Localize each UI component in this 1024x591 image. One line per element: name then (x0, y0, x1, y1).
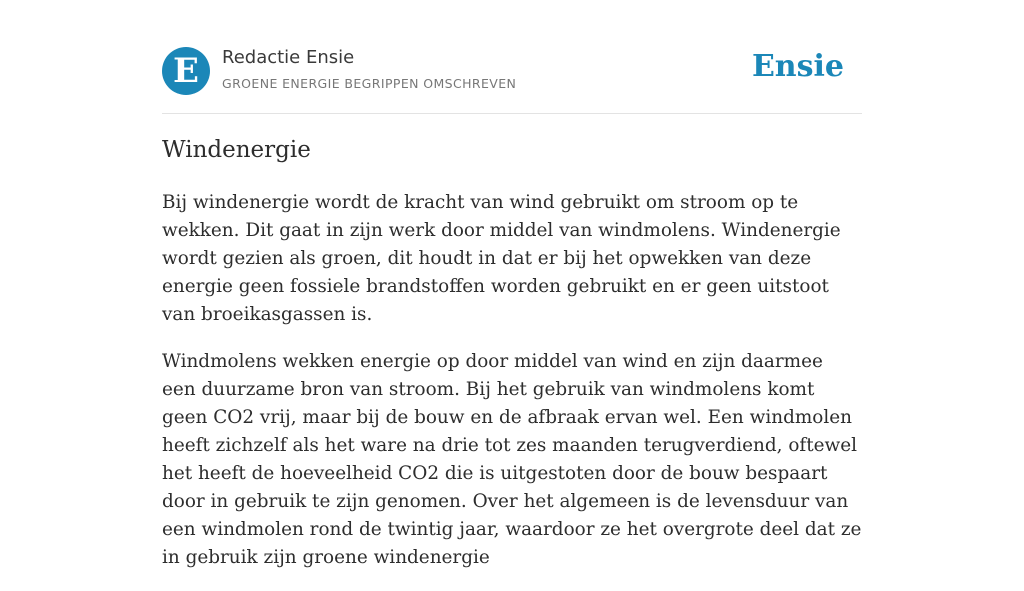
article-body (162, 189, 862, 591)
brand-logo[interactable]: Ensie (751, 49, 844, 84)
article-title: Windenergie (162, 137, 311, 163)
page-header (162, 46, 862, 96)
author-name[interactable]: Redactie Ensie (222, 47, 355, 68)
author-avatar[interactable]: E (162, 47, 210, 95)
header-divider (162, 113, 862, 114)
article-paragraph: Windmolens wekken energie op door middel van wind en zijn daarmee een duurzame bron van stroom. Bij het gebruik van windmolens komt geen CO2 vrij, maar bij de bouw en de afbraak ervan wel. Een windmolen heeft zichzelf als het ware na drie tot zes maanden terugverdiend, oftewel het heeft de hoeveelheid CO2 die is uitgestoten door de bouw bespaart door in gebruik te zijn genomen. Over het algemeen is de levensduur van een windmolen rond de twintig jaar, waardoor ze het overgrote deel dat ze in gebruik zijn groene windenergie (162, 351, 862, 568)
article-paragraph: Bij windenergie wordt de kracht van wind gebruikt om stroom op te wekken. Dit gaat in zijn werk door middel van windmolens. Windenergie wordt gezien als groen, dit houdt in dat er bij het opwekken van deze energie geen fossiele brandstoffen worden gebruikt en er geen uitstoot van broeikasgassen is. (162, 192, 841, 325)
collection-subtitle[interactable]: GROENE ENERGIE BEGRIPPEN OMSCHREVEN (222, 76, 517, 91)
